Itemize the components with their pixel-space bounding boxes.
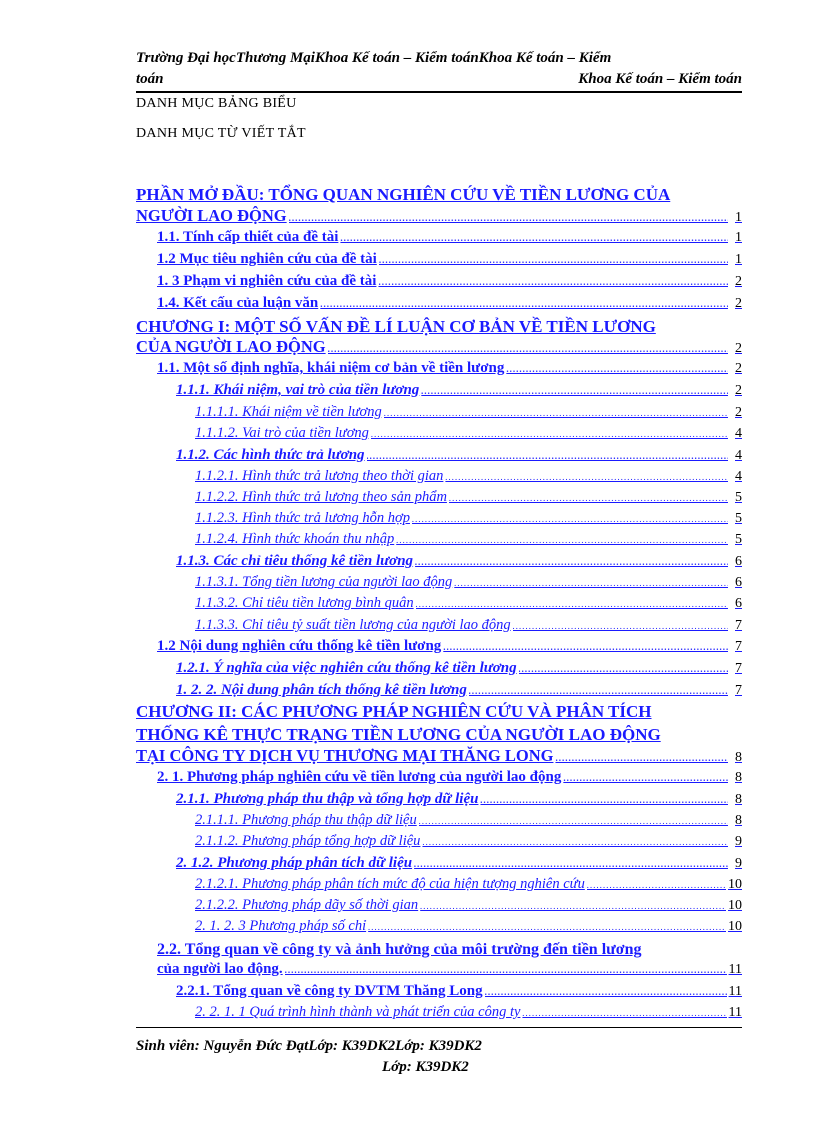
- toc-page-number: 10: [728, 877, 742, 892]
- toc-page-number: 9: [735, 834, 742, 849]
- toc-page-number: 8: [735, 813, 742, 828]
- toc-title: 1.1.2.4. Hình thức khoán thu nhập: [195, 531, 395, 547]
- toc-entry-c1-2-2[interactable]: [176, 682, 742, 699]
- toc-leader-dots: [480, 795, 728, 805]
- toc-leader-dots: [320, 299, 728, 309]
- header-line-2-left: toán: [136, 71, 164, 87]
- toc-leader-dots: [371, 429, 728, 439]
- toc-page-number: 10: [728, 898, 742, 913]
- toc-entry-c1-1-3-3[interactable]: [195, 617, 742, 634]
- toc-entry-c1-1-3-1[interactable]: [195, 574, 742, 591]
- toc-title: CỦA NGƯỜI LAO ĐỘNG: [136, 337, 326, 356]
- toc-page-number: 5: [735, 511, 742, 526]
- toc-page-number: 6: [735, 596, 742, 611]
- toc-title: 2.1.1.2. Phương pháp tổng hợp dữ liệu: [195, 833, 421, 849]
- toc-page-number: 2: [735, 405, 742, 420]
- toc-leader-dots: [289, 213, 728, 223]
- toc-page-number: 8: [735, 750, 742, 765]
- toc-title: 1.1.3. Các chỉ tiêu thống kê tiền lương: [176, 553, 414, 569]
- toc-title: 2.1.2.1. Phương pháp phân tích mức độ của hiện tượng nghiên cứu: [195, 876, 585, 892]
- toc-entry-c1-2[interactable]: [157, 638, 742, 655]
- toc-title: 1.2 Nội dung nghiên cứu thống kê tiền lương: [157, 638, 442, 654]
- toc-part-intro[interactable]: [136, 206, 742, 226]
- toc-entry-c1-1-3[interactable]: [176, 553, 742, 570]
- toc-title: 2.1.1. Phương pháp thu thập và tổng hợp dữ liệu: [176, 791, 479, 807]
- toc-title: 1.1. Tính cấp thiết của đề tài: [157, 229, 339, 245]
- toc-page-number: 11: [728, 1005, 742, 1020]
- toc-entry-1-4[interactable]: [157, 295, 742, 312]
- page-footer: [136, 1036, 742, 1078]
- toc-entry-1-1[interactable]: [157, 229, 742, 246]
- toc-title: 1.1.2. Các hình thức trả lương: [176, 447, 365, 463]
- header-line-2-right: Khoa Kế toán – Kiểm toán: [578, 71, 742, 87]
- toc-title: 2. 1. Phương pháp nghiên cứu về tiền lương của người lao động: [157, 769, 562, 785]
- toc-leader-dots: [368, 922, 726, 932]
- toc-leader-dots: [506, 364, 728, 374]
- list-of-abbreviations-heading: DANH MỤC TỪ VIẾT TẮT: [136, 126, 306, 141]
- toc-entry-1-3[interactable]: [157, 273, 742, 290]
- toc-leader-dots: [340, 233, 728, 243]
- toc-entry-c2-1-1-2[interactable]: [195, 833, 742, 850]
- toc-page-number: 11: [728, 984, 742, 999]
- toc-title: 1.1.1.2. Vai trò của tiền lương: [195, 425, 369, 441]
- toc-page-number: 4: [735, 448, 742, 463]
- list-of-tables-heading: DANH MỤC BẢNG BIỂU: [136, 96, 297, 111]
- toc-title: 1.1.2.3. Hình thức trả lương hỗn hợp: [195, 510, 410, 526]
- toc-leader-dots: [485, 987, 727, 997]
- toc-page-number: 1: [735, 230, 742, 245]
- toc-title: TẠI CÔNG TY DỊCH VỤ THƯƠNG MẠI THĂNG LONG: [136, 746, 554, 765]
- toc-leader-dots: [587, 880, 726, 890]
- toc-leader-dots: [379, 255, 728, 265]
- toc-entry-c1-1-2[interactable]: [176, 447, 742, 464]
- toc-entry-c1-1-1[interactable]: [176, 382, 742, 399]
- toc-entry-c1-1-2-4[interactable]: [195, 531, 742, 548]
- toc-leader-dots: [328, 344, 728, 354]
- toc-title: 1.1.3.3. Chỉ tiêu tỷ suất tiền lương của người lao động: [195, 617, 511, 633]
- toc-leader-dots: [412, 514, 728, 524]
- toc-entry-c2-2[interactable]: [157, 961, 742, 978]
- toc-page-number: 2: [735, 274, 742, 289]
- toc-page-number: 11: [728, 962, 742, 977]
- toc-entry-c2-2-1-1[interactable]: [195, 1004, 742, 1021]
- toc-page-number: 1: [735, 252, 742, 267]
- toc-title: 1.1. Một số định nghĩa, khái niệm cơ bản về tiền lương: [157, 360, 505, 376]
- toc-leader-dots: [454, 578, 728, 588]
- toc-leader-dots: [285, 965, 727, 975]
- toc-entry-c2-1-2[interactable]: [176, 855, 742, 872]
- toc-title: 1.2 Mục tiêu nghiên cứu của đề tài: [157, 251, 377, 267]
- toc-entry-c2-1-1[interactable]: [176, 791, 742, 808]
- toc-page-number: 9: [735, 856, 742, 871]
- toc-leader-dots: [422, 837, 728, 847]
- toc-title: 1.4. Kết cấu của luận văn: [157, 295, 319, 311]
- toc-page-number: 6: [735, 554, 742, 569]
- toc-chapter-2-line2[interactable]: THỐNG KÊ THỰC TRẠNG TIỀN LƯƠNG CỦA NGƯỜI LAO ĐỘNG: [136, 725, 661, 744]
- toc-entry-c2-1-2-3[interactable]: [195, 918, 742, 935]
- toc-leader-dots: [416, 599, 728, 609]
- toc-page-number: 5: [735, 532, 742, 547]
- toc-title: 2. 1.2. Phương pháp phân tích dữ liệu: [176, 855, 413, 871]
- toc-page-number: 8: [735, 792, 742, 807]
- toc-entry-c1-1-2-1[interactable]: [195, 468, 742, 485]
- toc-entry-c2-1-2-1[interactable]: [195, 876, 742, 893]
- toc-leader-dots: [367, 451, 728, 461]
- toc-entry-c1-1-2-3[interactable]: [195, 510, 742, 527]
- toc-leader-dots: [555, 753, 728, 763]
- toc-title: 1.1.1.1. Khái niệm về tiền lương: [195, 404, 382, 420]
- toc-leader-dots: [415, 557, 728, 567]
- footer-line-2: Lớp: K39DK2: [382, 1059, 469, 1075]
- toc-leader-dots: [443, 642, 728, 652]
- toc-leader-dots: [396, 535, 728, 545]
- footer-line-1: Sinh viên: Nguyễn Đức ĐạtLớp: K39DK2Lớp: K39DK2: [136, 1038, 482, 1054]
- toc-leader-dots: [445, 472, 728, 482]
- toc-leader-dots: [469, 686, 728, 696]
- toc-title: 1.1.1. Khái niệm, vai trò của tiền lương: [176, 382, 420, 398]
- toc-leader-dots: [414, 859, 728, 869]
- toc-page-number: 4: [735, 426, 742, 441]
- toc-leader-dots: [378, 277, 728, 287]
- toc-page-number: 2: [735, 383, 742, 398]
- toc-leader-dots: [513, 621, 728, 631]
- toc-page-number: 6: [735, 575, 742, 590]
- toc-title: 2. 2. 1. 1 Quá trình hình thành và phát triển của công ty: [195, 1004, 521, 1020]
- toc-page-number: 4: [735, 469, 742, 484]
- toc-leader-dots: [384, 408, 728, 418]
- toc-chapter-2-line1[interactable]: CHƯƠNG II: CÁC PHƯƠNG PHÁP NGHIÊN CỨU VÀ PHÂN TÍCH: [136, 702, 652, 721]
- toc-page-number: 7: [735, 683, 742, 698]
- toc-entry-c2-2-1[interactable]: [176, 983, 742, 1000]
- toc-title: 2.1.2.2. Phương pháp dãy số thời gian: [195, 897, 419, 913]
- toc-title: 1.1.2.1. Hình thức trả lương theo thời gian: [195, 468, 444, 484]
- toc-leader-dots: [421, 386, 728, 396]
- toc-entry-c2-1-2-2[interactable]: [195, 897, 742, 914]
- toc-leader-dots: [419, 816, 728, 826]
- toc-page-number: 10: [728, 919, 742, 934]
- toc-chapter-1[interactable]: [136, 337, 742, 357]
- toc-title: 2. 1. 2. 3 Phương pháp số chỉ: [195, 918, 367, 934]
- toc-entry-c1-1-3-2[interactable]: [195, 595, 742, 612]
- toc-title: 1. 2. 2. Nội dung phân tích thống kê tiền lương: [176, 682, 467, 698]
- toc-title: 1.1.3.1. Tổng tiền lương của người lao động: [195, 574, 453, 590]
- toc-entry-c1-1-1-2[interactable]: [195, 425, 742, 442]
- toc-entry-c2-1[interactable]: [157, 769, 742, 786]
- toc-page-number: 2: [735, 341, 742, 356]
- footer-rule: [136, 1027, 742, 1028]
- toc-title: 1. 3 Phạm vi nghiên cứu của đề tài: [157, 273, 377, 289]
- toc-title: 2.1.1.1. Phương pháp thu thập dữ liệu: [195, 812, 417, 828]
- toc-entry-1-2[interactable]: [157, 251, 742, 268]
- toc-title: 1.1.3.2. Chỉ tiêu tiền lương bình quân: [195, 595, 414, 611]
- toc-title: 1.2.1. Ý nghĩa của việc nghiên cứu thống kê tiền lương: [176, 660, 517, 676]
- toc-entry-c2-1-1-1[interactable]: [195, 812, 742, 829]
- toc-page-number: 2: [735, 361, 742, 376]
- toc-page-number: 7: [735, 661, 742, 676]
- toc-part-intro-line1[interactable]: PHẦN MỞ ĐẦU: TỔNG QUAN NGHIÊN CỨU VỀ TIỀN LƯƠNG CỦA: [136, 185, 671, 204]
- toc-page-number: 1: [735, 210, 742, 225]
- toc-chapter-2[interactable]: [136, 746, 742, 766]
- toc-leader-dots: [519, 664, 728, 674]
- toc-entry-c1-1-2-2[interactable]: [195, 489, 742, 506]
- header-rule: [136, 91, 742, 93]
- toc-leader-dots: [522, 1008, 726, 1018]
- toc-page-number: 2: [735, 296, 742, 311]
- toc-page-number: 5: [735, 490, 742, 505]
- toc-page-number: 7: [735, 639, 742, 654]
- toc-title: 2.2.1. Tổng quan về công ty DVTM Thăng Long: [176, 983, 483, 999]
- toc-page-number: 8: [735, 770, 742, 785]
- toc-title: NGƯỜI LAO ĐỘNG: [136, 206, 287, 225]
- toc-page-number: 7: [735, 618, 742, 633]
- toc-chapter-1-line1[interactable]: CHƯƠNG I: MỘT SỐ VẤN ĐỀ LÍ LUẬN CƠ BẢN VỀ TIỀN LƯƠNG: [136, 317, 656, 336]
- toc-entry-c1-1-1-1[interactable]: [195, 404, 742, 421]
- toc-title: của người lao động.: [157, 961, 283, 977]
- page-header: [136, 48, 742, 90]
- toc-entry-c1-2-1[interactable]: [176, 660, 742, 677]
- toc-leader-dots: [449, 493, 728, 503]
- toc-entry-c2-2-line1[interactable]: 2.2. Tổng quan về công ty và ảnh hưởng của môi trường đến tiền lương: [157, 941, 642, 958]
- header-line-1: Trường Đại họcThương MạiKhoa Kế toán – Kiểm toánKhoa Kế toán – Kiểm: [136, 50, 612, 66]
- toc-entry-c1-1[interactable]: [157, 360, 742, 377]
- toc-title: 1.1.2.2. Hình thức trả lương theo sản phẩm: [195, 489, 447, 505]
- toc-leader-dots: [420, 901, 726, 911]
- toc-leader-dots: [563, 773, 728, 783]
